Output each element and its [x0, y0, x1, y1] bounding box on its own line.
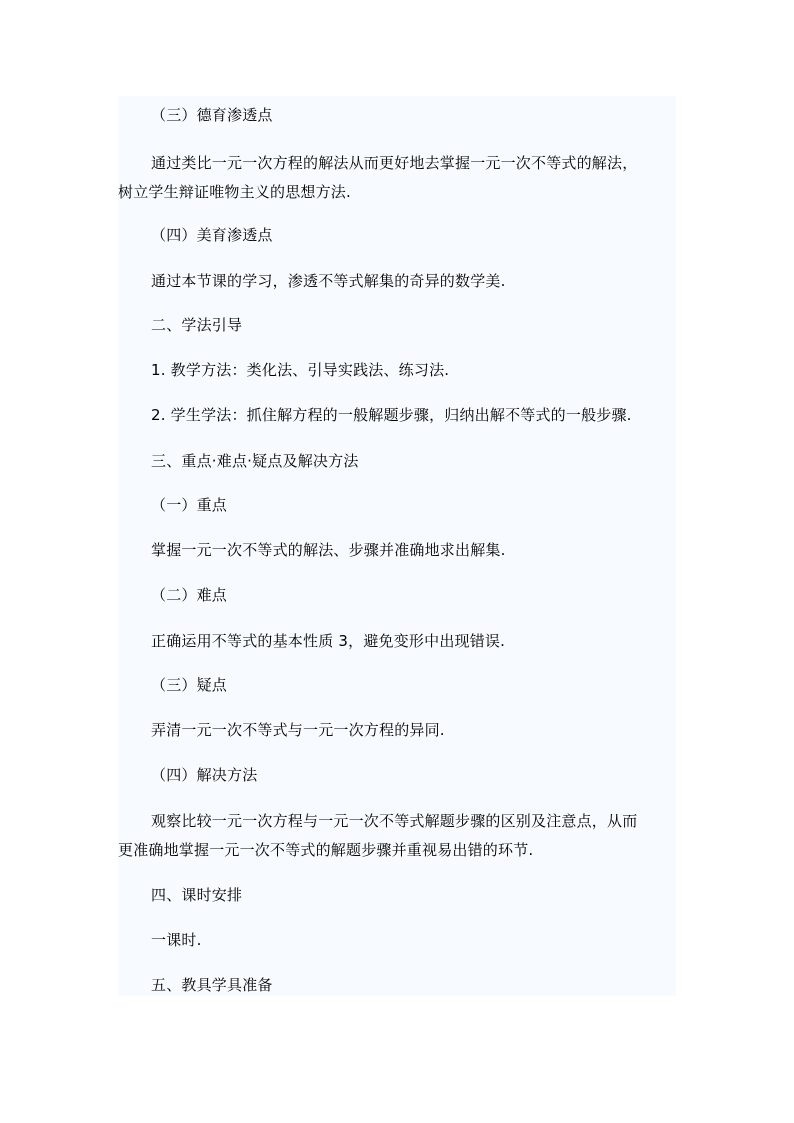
paragraph-line: 通过本节课的学习，渗透不等式解集的奇异的数学美. [151, 272, 506, 290]
section-heading: 二、学法引导 [151, 316, 243, 334]
paragraph-line: 观察比较一元一次方程与一元一次不等式解题步骤的区别及注意点，从而 [151, 812, 638, 830]
list-item: 2. 学生学法：抓住解方程的一般解题步骤，归纳出解不等式的一般步骤. [151, 406, 632, 424]
section-heading: 五、教具学具准备 [151, 976, 273, 994]
subheading: （四）解决方法 [151, 766, 258, 784]
paragraph-line: 一课时. [151, 931, 202, 949]
paragraph-line: 正确运用不等式的基本性质 3，避免变形中出现错误. [151, 632, 506, 650]
list-item: 1. 教学方法：类化法、引导实践法、练习法. [151, 361, 450, 379]
section-heading: 四、课时安排 [151, 886, 243, 904]
paragraph-line: 弄清一元一次不等式与一元一次方程的异同. [151, 721, 445, 739]
document-panel [118, 96, 676, 996]
section-heading: 三、重点·难点·疑点及解决方法 [151, 452, 359, 470]
subheading: （二）难点 [151, 586, 228, 604]
heading-moral-education: （三）德育渗透点 [151, 106, 273, 124]
paragraph-line: 通过类比一元一次方程的解法从而更好地去掌握一元一次不等式的解法， [151, 154, 638, 172]
heading-aesthetic: （四）美育渗透点 [151, 226, 273, 244]
paragraph-line: 树立学生辩证唯物主义的思想方法. [118, 183, 351, 201]
subheading: （一）重点 [151, 496, 228, 514]
paragraph-line: 掌握一元一次不等式的解法、步骤并准确地求出解集. [151, 541, 506, 559]
subheading: （三）疑点 [151, 676, 228, 694]
paragraph-line: 更准确地掌握一元一次不等式的解题步骤并重视易出错的环节. [118, 841, 534, 859]
